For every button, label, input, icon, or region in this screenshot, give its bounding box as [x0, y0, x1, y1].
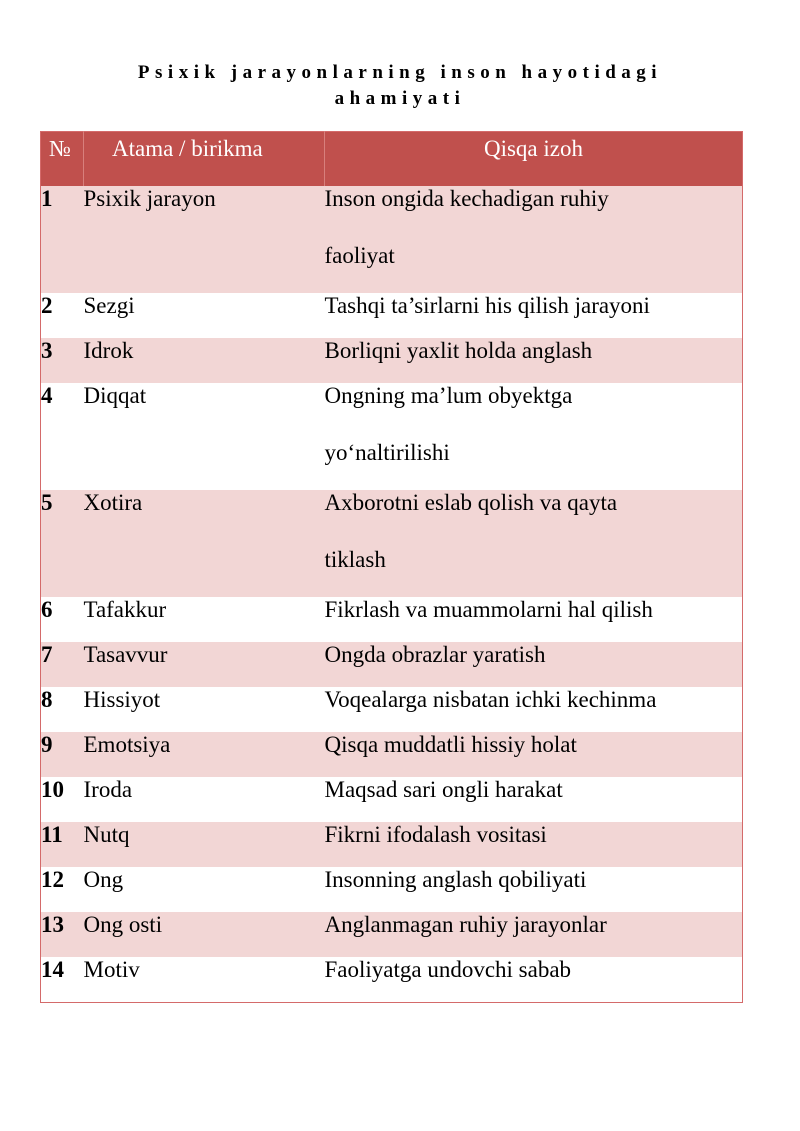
row-term: Tafakkur	[84, 597, 325, 642]
row-term: Sezgi	[84, 293, 325, 338]
row-definition: Qisqa muddatli hissiy holat	[325, 732, 743, 777]
row-number: 8	[41, 687, 84, 732]
row-term: Tasavvur	[84, 642, 325, 687]
row-term: Xotira	[84, 490, 325, 597]
definition-line-2: tiklash	[324, 547, 386, 572]
table-row	[41, 867, 743, 912]
table-row	[41, 687, 743, 732]
row-number: 14	[41, 957, 84, 1003]
row-number: 10	[41, 777, 84, 822]
row-number: 11	[41, 822, 84, 867]
definition-line-1: Inson ongida kechadigan ruhiy	[324, 186, 609, 211]
row-definition: Fikrni ifodalash vositasi	[325, 822, 743, 867]
row-number: 2	[41, 293, 84, 338]
table-row	[41, 912, 743, 957]
table-row	[41, 490, 743, 597]
document-title	[0, 60, 800, 112]
row-definition: Anglanmagan ruhiy jarayonlar	[325, 912, 743, 957]
row-term: Emotsiya	[84, 732, 325, 777]
table-row	[41, 777, 743, 822]
row-definition: Tashqi ta’sirlarni his qilish jarayoni	[325, 293, 743, 338]
row-definition: Faoliyatga undovchi sabab	[325, 957, 743, 1003]
row-term: Idrok	[84, 338, 325, 383]
row-number: 1	[41, 186, 84, 293]
table-row	[41, 822, 743, 867]
row-definition: Borliqni yaxlit holda anglash	[325, 338, 743, 383]
row-term: Hissiyot	[84, 687, 325, 732]
row-definition: Insonning anglash qobiliyati	[325, 867, 743, 912]
row-number: 6	[41, 597, 84, 642]
header-number: №	[41, 132, 84, 187]
definition-line-1: Axborotni eslab qolish va qayta	[324, 490, 618, 515]
row-definition: Fikrlash va muammolarni hal qilish	[325, 597, 743, 642]
table-row	[41, 732, 743, 777]
row-number: 7	[41, 642, 84, 687]
header-term: Atama / birikma	[84, 132, 325, 187]
row-number: 3	[41, 338, 84, 383]
row-number: 4	[41, 383, 84, 490]
row-number: 9	[41, 732, 84, 777]
header-definition: Qisqa izoh	[325, 132, 743, 187]
row-definition: Voqealarga nisbatan ichki kechinma	[325, 687, 743, 732]
row-definition	[325, 383, 743, 490]
row-term: Ong	[84, 867, 325, 912]
row-number: 12	[41, 867, 84, 912]
definition-line-2: yo‘naltirilishi	[324, 440, 450, 465]
row-definition: Maqsad sari ongli harakat	[325, 777, 743, 822]
table-row	[41, 597, 743, 642]
table-header-row	[41, 132, 743, 187]
table-row	[41, 383, 743, 490]
row-term: Psixik jarayon	[84, 186, 325, 293]
row-term: Iroda	[84, 777, 325, 822]
definition-line-2: faoliyat	[324, 243, 395, 268]
row-number: 13	[41, 912, 84, 957]
row-definition	[325, 490, 743, 597]
terms-table	[40, 131, 743, 1003]
row-term: Ong osti	[84, 912, 325, 957]
table-row	[41, 957, 743, 1003]
row-number: 5	[41, 490, 84, 597]
row-term: Diqqat	[84, 383, 325, 490]
title-line-1: Psixik jarayonlarning inson hayotidagi	[137, 62, 663, 83]
table-row	[41, 642, 743, 687]
row-definition: Ongda obrazlar yaratish	[325, 642, 743, 687]
table-row	[41, 293, 743, 338]
row-definition	[325, 186, 743, 293]
table-row	[41, 338, 743, 383]
row-term: Nutq	[84, 822, 325, 867]
definition-line-1: Ongning ma’lum obyektga	[324, 383, 573, 408]
title-line-2: ahamiyati	[334, 88, 466, 109]
row-term: Motiv	[84, 957, 325, 1003]
table-row	[41, 186, 743, 293]
